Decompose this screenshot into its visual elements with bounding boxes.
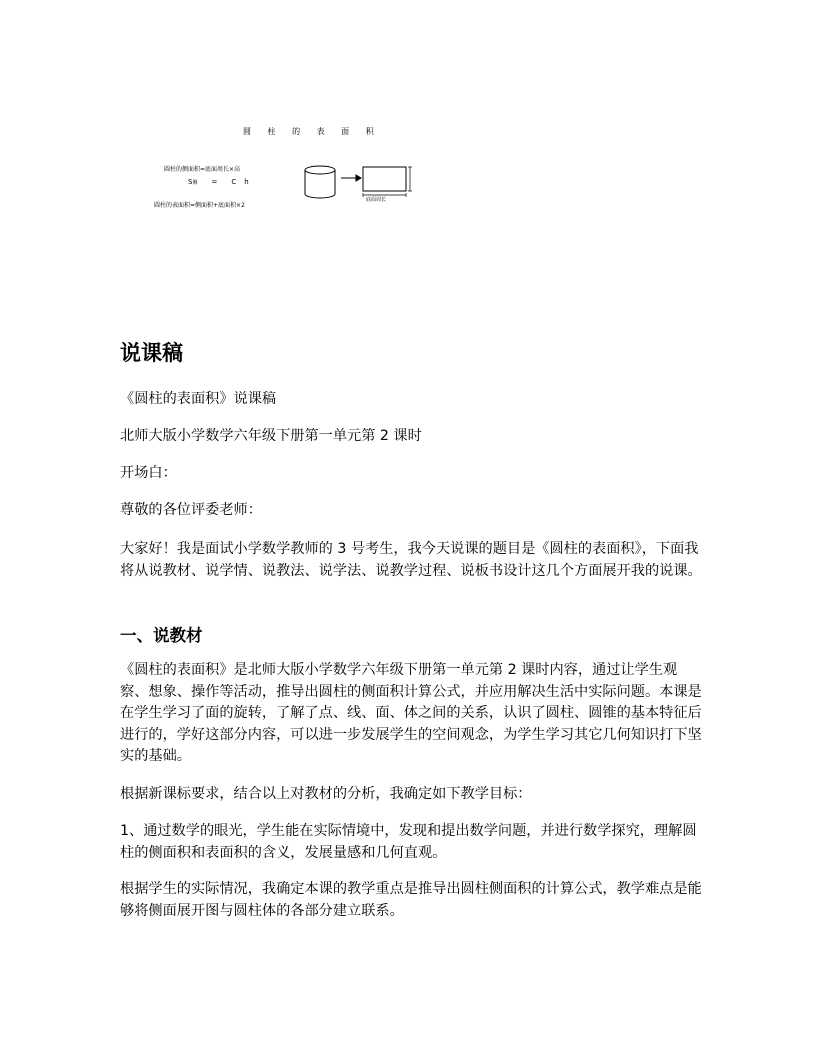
- arrow-right-icon: [341, 175, 361, 181]
- h-symbol: h: [244, 178, 249, 186]
- key-difficult-points: 根据学生的实际情况，我确定本课的教学重点是推导出圆柱侧面积的计算公式，教学难点是能够将侧面展开图与圆柱体的各部分建立联系。: [120, 881, 702, 919]
- subtitle: 《圆柱的表面积》说课稿: [120, 391, 277, 407]
- opening-label: 开场白：: [120, 465, 177, 481]
- equals-sign: =: [211, 178, 218, 186]
- section-heading-textbook: 一、说教材: [120, 626, 203, 645]
- board-title: 圆 柱 的 表 面 积: [243, 127, 381, 136]
- unfolded-rectangle: [363, 167, 406, 191]
- height-dimension: [408, 167, 412, 191]
- textbook-paragraph: 《圆柱的表面积》是北师大版小学数学六年级下册第一单元第 2 课时内容，通过让学生观察、想象、操作等活动，推导出圆柱的侧面积计算公式，并应用解决生活中实际问题。本课是在学生学习了面的旋转，了解了点、线、面、体之间的关系，认识了圆柱、圆锥的基本特征后进行的，学好这部分内容，可以进一步发展学生的空间观念，为学生学习其它几何知识打下坚实的基础。: [120, 662, 702, 764]
- greeting: 尊敬的各位评委老师：: [120, 502, 262, 518]
- objectives-intro: 根据新课标要求，结合以上对教材的分析，我确定如下教学目标：: [120, 786, 532, 802]
- lateral-area-formula: 圆柱的侧面积=底面周长×高: [164, 166, 241, 173]
- page-title: 说课稿: [120, 341, 183, 365]
- surface-area-formula: 圆柱的表面积=侧面积+底面积×2: [154, 202, 245, 209]
- s-subscript: 侧: [192, 180, 198, 186]
- c-symbol: C: [231, 178, 237, 186]
- s-symbol: S: [188, 178, 193, 186]
- board-design-figure: [150, 122, 420, 214]
- edition-line: 北师大版小学数学六年级下册第一单元第 2 课时: [120, 428, 422, 444]
- cylinder-unfold-diagram: [300, 162, 420, 206]
- lateral-area-symbolic: [188, 178, 249, 186]
- circumference-label: 底面周长: [366, 197, 387, 203]
- intro-paragraph: 大家好！我是面试小学数学教师的 3 号考生，我今天说课的题目是《圆柱的表面积》，下面我将从说教材、说学情、说教法、说学法、说教学过程、说板书设计这几个方面展开我的说课。: [120, 541, 702, 579]
- objective-1: 1、通过数学的眼光，学生能在实际情境中，发现和提出数学问题，并进行数学探究，理解圆柱的侧面积和表面积的含义，发展量感和几何直观。: [120, 823, 697, 861]
- cylinder-icon: [305, 166, 335, 198]
